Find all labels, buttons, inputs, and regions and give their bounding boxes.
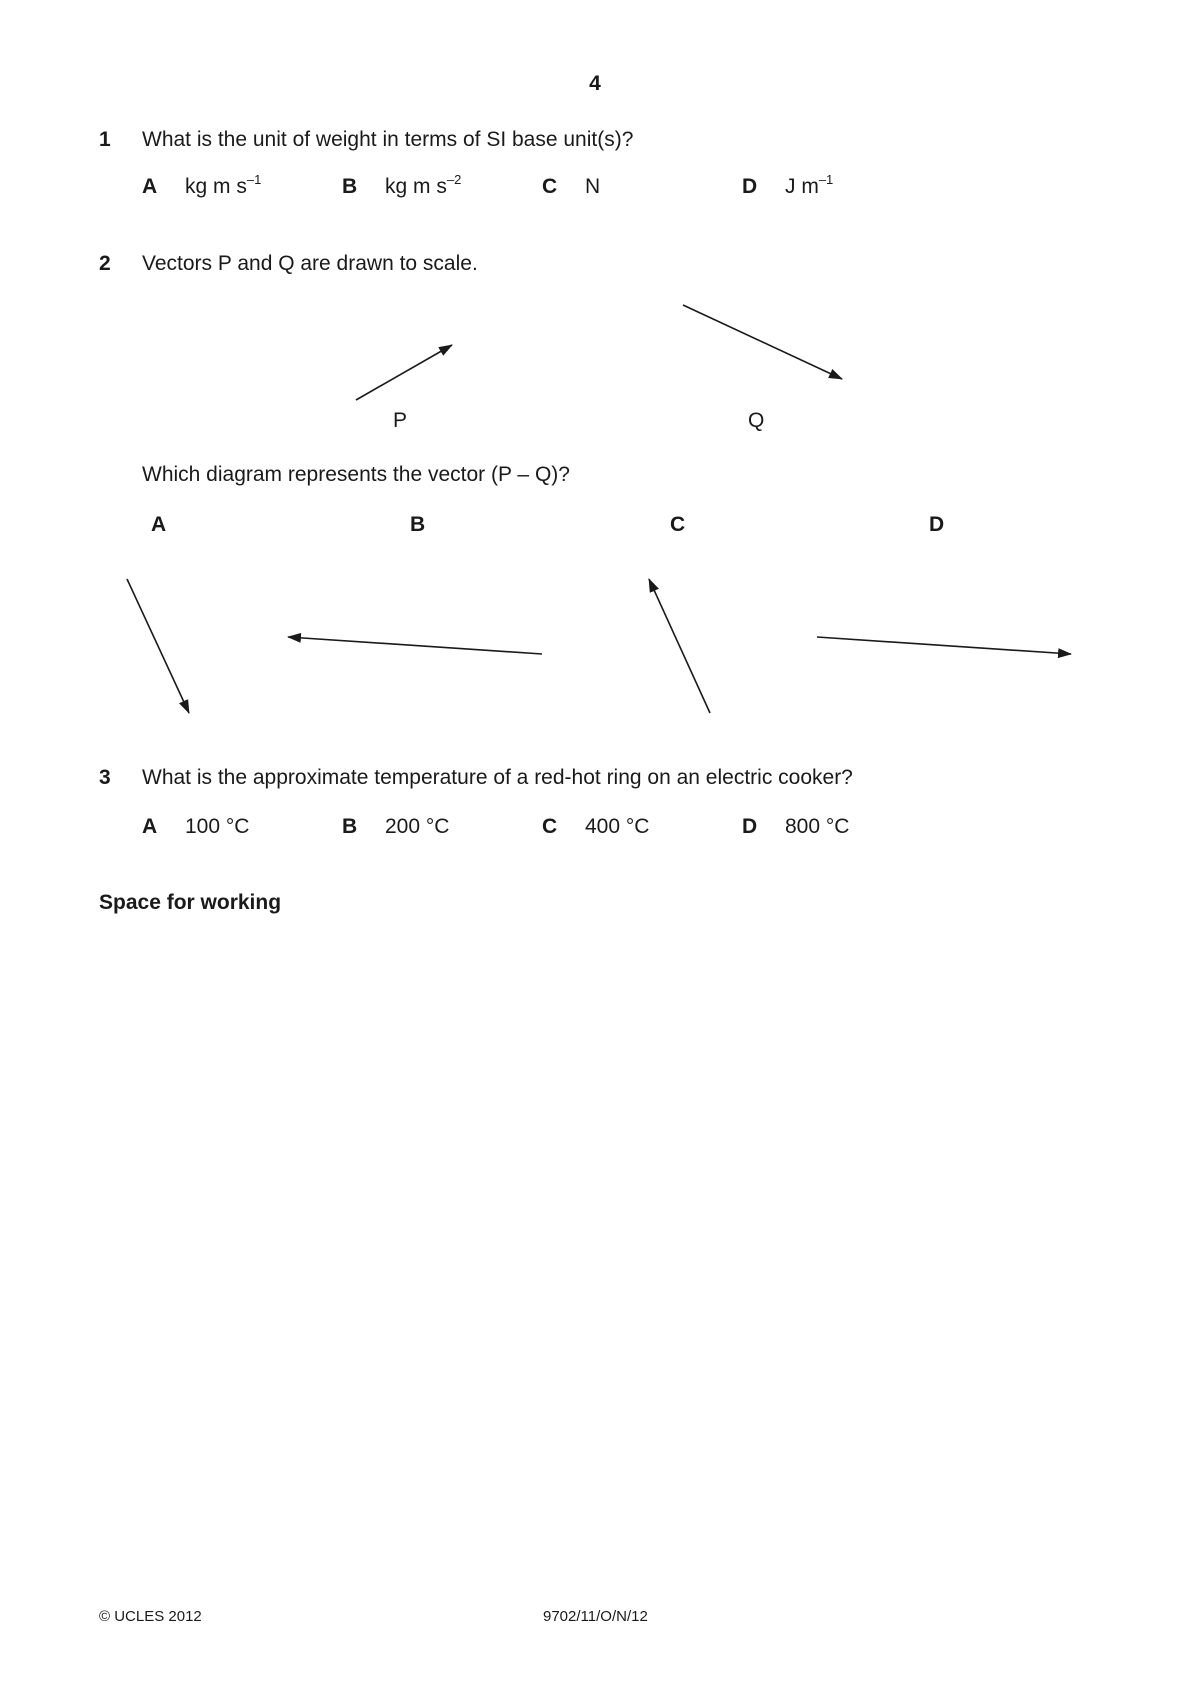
question-2-text: Vectors P and Q are drawn to scale.: [142, 252, 478, 275]
diagram-c-arrow: [649, 579, 710, 713]
vector-diagrams: [0, 0, 1190, 760]
diagram-d-arrow: [817, 637, 1071, 654]
vector-q-arrow: [683, 305, 842, 379]
vector-p-arrow: [356, 345, 452, 400]
diagram-c-letter: C: [670, 513, 686, 536]
q1-option-a-letter: A: [142, 175, 158, 198]
question-3-number: 3: [99, 766, 111, 789]
q3-option-d-letter: D: [742, 815, 758, 838]
page-number: 4: [589, 72, 601, 95]
diagram-b-arrow: [288, 637, 542, 654]
question-1-number: 1: [99, 128, 111, 151]
space-for-working-heading: Space for working: [99, 891, 282, 914]
q1-option-d-letter: D: [742, 175, 758, 198]
question-1-text: What is the unit of weight in terms of SI base unit(s)?: [142, 128, 634, 151]
q1-option-b-letter: B: [342, 175, 358, 198]
q1-option-c-letter: C: [542, 175, 558, 198]
question-2-subquestion: Which diagram represents the vector (P – Q)?: [142, 463, 570, 486]
q3-option-b-value: 200 °C: [385, 815, 450, 838]
question-2-number: 2: [99, 252, 111, 275]
diagram-a-letter: A: [151, 513, 167, 536]
q3-option-d-value: 800 °C: [785, 815, 850, 838]
diagram-d-letter: D: [929, 513, 945, 536]
footer-paper-code: 9702/11/O/N/12: [543, 1608, 648, 1625]
footer-copyright: © UCLES 2012: [99, 1608, 202, 1625]
q1-option-a-value: kg m $s^{-1}$: [185, 172, 262, 198]
vector-p-label: P: [393, 409, 408, 432]
q3-option-c-value: 400 °C: [585, 815, 650, 838]
q3-option-a-letter: A: [142, 815, 158, 838]
diagram-b-letter: B: [410, 513, 426, 536]
q1-option-d-value: J $m^{-1}$: [785, 172, 834, 198]
q1-option-b-value: kg m $s^{-2}$: [385, 172, 462, 198]
vector-q-label: Q: [748, 409, 765, 432]
q1-option-c-value: N: [585, 175, 601, 198]
diagram-a-arrow: [127, 579, 189, 713]
q3-option-b-letter: B: [342, 815, 358, 838]
q3-option-c-letter: C: [542, 815, 558, 838]
q3-option-a-value: 100 °C: [185, 815, 250, 838]
question-3-text: What is the approximate temperature of a red-hot ring on an electric cooker?: [142, 766, 853, 789]
